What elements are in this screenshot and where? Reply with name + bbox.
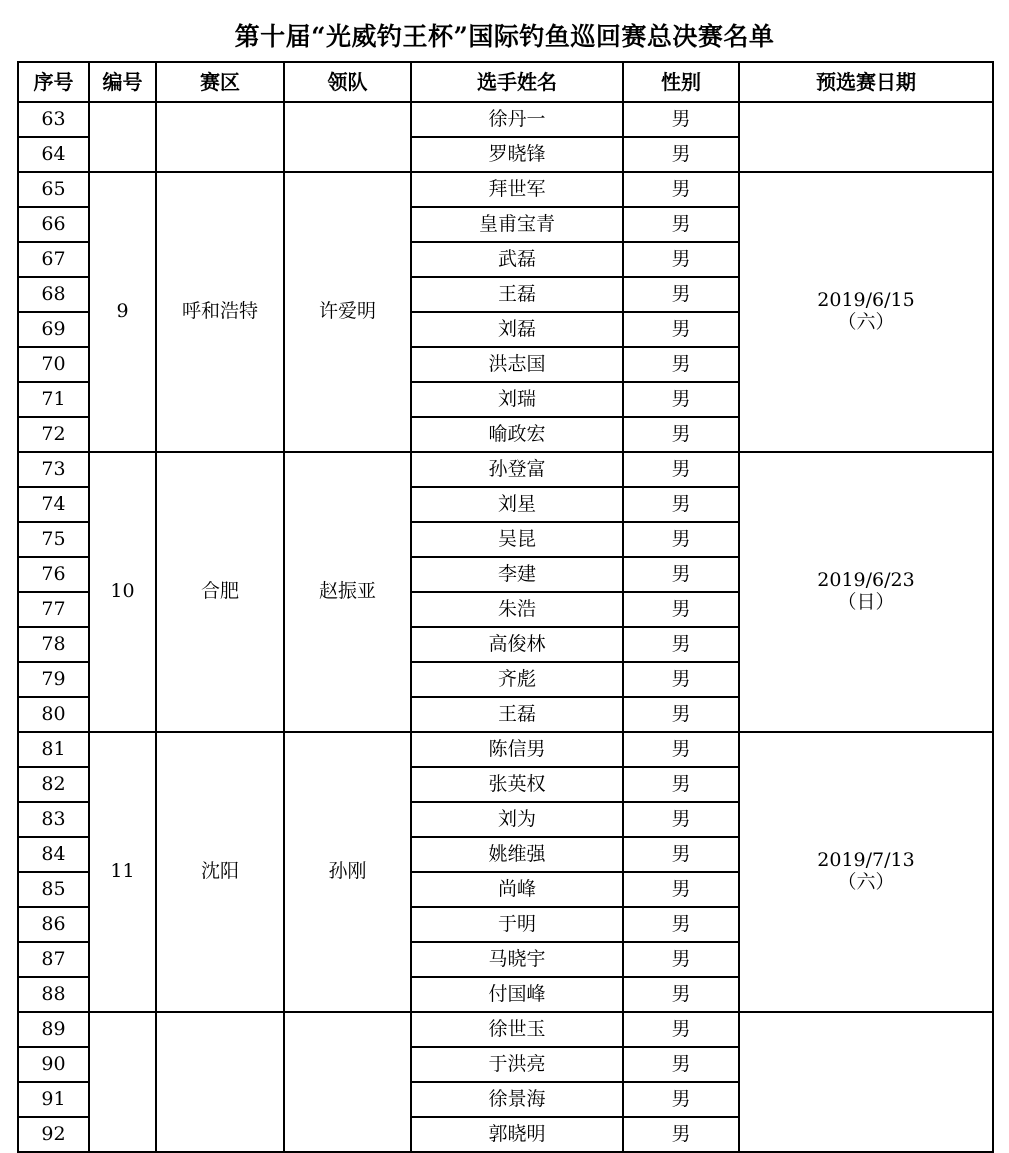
cell-name: 王磊 [411,277,623,312]
cell-sex: 男 [623,1012,739,1047]
cell-name: 姚维强 [411,837,623,872]
page-title: 第十届“光威钓王杯”国际钓鱼巡回赛总决赛名单 [234,22,775,51]
cell-seq: 84 [18,837,89,872]
cell-seq: 83 [18,802,89,837]
cell-sex: 男 [623,802,739,837]
cell-code [89,102,156,172]
roster-table [17,61,994,1153]
cell-seq: 92 [18,1117,89,1152]
table-row [18,172,993,207]
cell-sex: 男 [623,172,739,207]
cell-zone: 合肥 [156,452,284,732]
date-line-primary: 2019/6/15 [817,289,915,312]
cell-sex: 男 [623,522,739,557]
cell-sex: 男 [623,907,739,942]
cell-name: 李建 [411,557,623,592]
cell-sex: 男 [623,557,739,592]
cell-name: 于洪亮 [411,1047,623,1082]
cell-seq: 77 [18,592,89,627]
cell-name: 王磊 [411,697,623,732]
cell-seq: 70 [18,347,89,382]
cell-sex: 男 [623,452,739,487]
cell-lead [284,102,411,172]
cell-seq: 85 [18,872,89,907]
cell-seq: 78 [18,627,89,662]
table-row [18,102,993,137]
cell-sex: 男 [623,312,739,347]
cell-seq: 91 [18,1082,89,1117]
cell-sex: 男 [623,942,739,977]
cell-sex: 男 [623,417,739,452]
date-line-primary: 2019/7/13 [817,849,915,872]
table-row [18,452,993,487]
cell-lead: 赵振亚 [284,452,411,732]
column-header-date: 预选赛日期 [739,62,993,102]
table-header-row [18,62,993,102]
cell-sex: 男 [623,767,739,802]
cell-seq: 88 [18,977,89,1012]
cell-date [739,102,993,172]
cell-sex: 男 [623,207,739,242]
column-header-lead: 领队 [284,62,411,102]
cell-name: 喻政宏 [411,417,623,452]
cell-seq: 87 [18,942,89,977]
cell-sex: 男 [623,872,739,907]
cell-name: 徐丹一 [411,102,623,137]
table-row [18,1012,993,1047]
column-header-zone: 赛区 [156,62,284,102]
cell-name: 朱浩 [411,592,623,627]
cell-code: 10 [89,452,156,732]
cell-sex: 男 [623,592,739,627]
cell-seq: 63 [18,102,89,137]
cell-sex: 男 [623,1082,739,1117]
cell-zone [156,102,284,172]
table-row [18,732,993,767]
cell-name: 刘为 [411,802,623,837]
cell-seq: 89 [18,1012,89,1047]
column-header-sex: 性别 [623,62,739,102]
column-header-code: 编号 [89,62,156,102]
cell-name: 齐彪 [411,662,623,697]
cell-name: 付国峰 [411,977,623,1012]
cell-sex: 男 [623,1117,739,1152]
cell-sex: 男 [623,487,739,522]
cell-name: 徐景海 [411,1082,623,1117]
date-line-primary: 2019/6/23 [817,569,915,592]
cell-seq: 64 [18,137,89,172]
cell-code: 11 [89,732,156,1012]
cell-name: 刘瑞 [411,382,623,417]
cell-seq: 75 [18,522,89,557]
cell-seq: 68 [18,277,89,312]
cell-lead: 孙刚 [284,732,411,1012]
cell-name: 洪志国 [411,347,623,382]
cell-sex: 男 [623,1047,739,1082]
cell-sex: 男 [623,662,739,697]
cell-seq: 86 [18,907,89,942]
cell-sex: 男 [623,277,739,312]
cell-zone [156,1012,284,1152]
cell-name: 陈信男 [411,732,623,767]
cell-zone: 沈阳 [156,732,284,1012]
cell-name: 吴昆 [411,522,623,557]
cell-zone: 呼和浩特 [156,172,284,452]
cell-name: 于明 [411,907,623,942]
date-line-weekday: （日） [837,591,895,613]
column-header-seq: 序号 [18,62,89,102]
cell-name: 皇甫宝青 [411,207,623,242]
cell-sex: 男 [623,837,739,872]
cell-seq: 71 [18,382,89,417]
cell-seq: 81 [18,732,89,767]
cell-sex: 男 [623,977,739,1012]
cell-lead [284,1012,411,1152]
cell-name: 张英权 [411,767,623,802]
cell-sex: 男 [623,697,739,732]
cell-seq: 74 [18,487,89,522]
roster-table-body [18,102,993,1152]
date-line-weekday: （六） [837,871,895,893]
cell-seq: 73 [18,452,89,487]
cell-sex: 男 [623,732,739,767]
cell-name: 郭晓明 [411,1117,623,1152]
cell-sex: 男 [623,102,739,137]
cell-name: 徐世玉 [411,1012,623,1047]
cell-name: 孙登富 [411,452,623,487]
cell-name: 刘磊 [411,312,623,347]
cell-seq: 72 [18,417,89,452]
cell-date [739,732,993,1012]
column-header-name: 选手姓名 [411,62,623,102]
cell-seq: 66 [18,207,89,242]
cell-code [89,1012,156,1152]
cell-seq: 67 [18,242,89,277]
cell-code: 9 [89,172,156,452]
cell-name: 拜世军 [411,172,623,207]
cell-name: 马晓宇 [411,942,623,977]
cell-name: 高俊林 [411,627,623,662]
cell-seq: 79 [18,662,89,697]
cell-seq: 80 [18,697,89,732]
cell-name: 罗晓锋 [411,137,623,172]
cell-name: 尚峰 [411,872,623,907]
roster-table-container [17,61,992,1153]
cell-sex: 男 [623,242,739,277]
cell-name: 刘星 [411,487,623,522]
cell-date [739,452,993,732]
cell-sex: 男 [623,627,739,662]
cell-lead: 许爱明 [284,172,411,452]
cell-sex: 男 [623,347,739,382]
cell-sex: 男 [623,382,739,417]
cell-date [739,1012,993,1152]
cell-name: 武磊 [411,242,623,277]
cell-seq: 76 [18,557,89,592]
cell-seq: 82 [18,767,89,802]
cell-seq: 69 [18,312,89,347]
cell-seq: 65 [18,172,89,207]
cell-date [739,172,993,452]
date-line-weekday: （六） [837,311,895,333]
cell-sex: 男 [623,137,739,172]
cell-seq: 90 [18,1047,89,1082]
